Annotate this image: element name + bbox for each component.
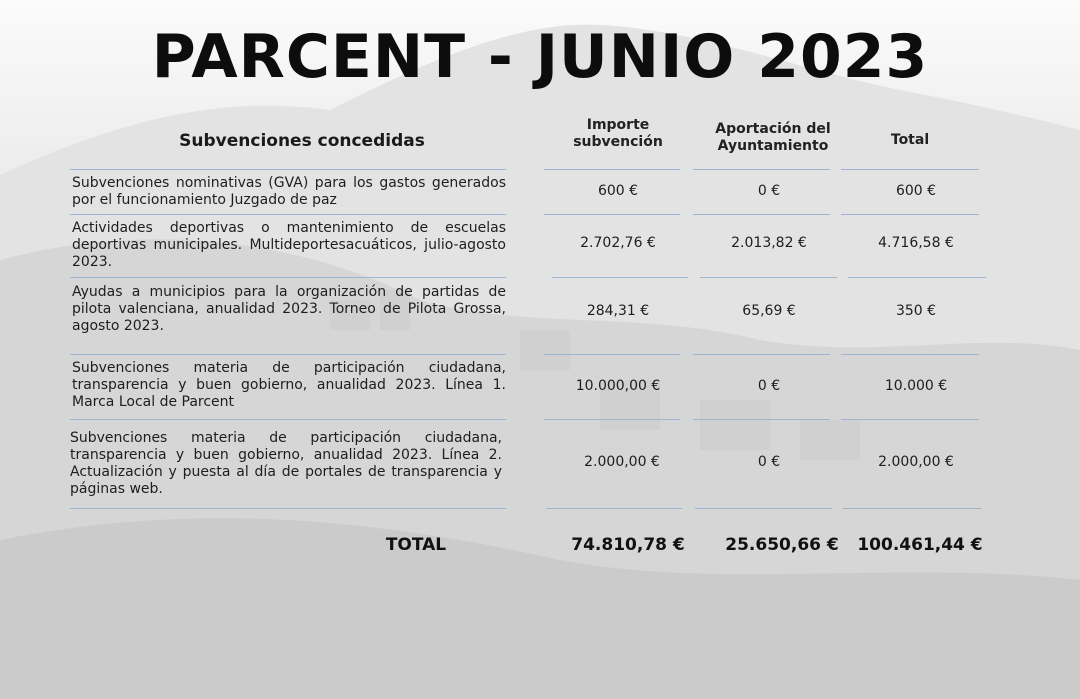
row-divider <box>693 214 830 215</box>
row-divider <box>700 277 837 278</box>
row-divider <box>693 354 830 355</box>
row-divider <box>552 277 688 278</box>
row-2-description: Actividades deportivas o mantenimiento de escuelas deportivas municipales. Multideportesacuáticos, julio-agosto 2023. <box>72 220 506 270</box>
header-total: Total <box>890 132 930 148</box>
row-divider <box>841 214 979 215</box>
row-divider <box>70 277 506 278</box>
row-2-importe: 2.702,76 € <box>580 235 656 251</box>
row-divider <box>695 508 832 509</box>
row-5-importe: 2.000,00 € <box>584 454 660 470</box>
header-importe <box>548 117 688 151</box>
row-3-total: 350 € <box>895 303 937 319</box>
row-1-description: Subvenciones nominativas (GVA) para los gastos generados por el funcionamiento Juzgado de paz <box>72 175 506 208</box>
row-3-aportacion: 65,69 € <box>742 303 796 319</box>
total-label: TOTAL <box>385 535 447 555</box>
page-title: PARCENT - JUNIO 2023 <box>151 22 929 92</box>
row-divider <box>841 169 979 170</box>
row-divider <box>544 169 680 170</box>
header-importe-line2: subvención <box>573 134 663 150</box>
row-2-total: 4.716,58 € <box>878 235 954 251</box>
row-5-total: 2.000,00 € <box>878 454 954 470</box>
total-importe: 74.810,78 € <box>571 535 685 555</box>
row-divider <box>848 277 986 278</box>
row-3-description: Ayudas a municipios para la organización de partidas de pilota valenciana, anualidad 2023. Torneo de Pilota Grossa, agosto 2023. <box>72 284 506 334</box>
row-divider <box>544 354 680 355</box>
header-importe-line1: Importe <box>586 117 650 133</box>
row-divider <box>70 169 506 170</box>
total-total: 100.461,44 € <box>857 535 983 555</box>
row-divider <box>70 214 506 215</box>
row-divider <box>693 419 830 420</box>
row-divider <box>70 508 506 509</box>
row-divider <box>70 419 506 420</box>
row-divider <box>544 214 680 215</box>
header-aportacion-line2: Ayuntamiento <box>717 138 829 154</box>
row-divider <box>544 419 680 420</box>
header-aportacion <box>700 121 846 155</box>
row-1-total: 600 € <box>895 183 937 199</box>
row-5-description: Subvenciones materia de participación ciudadana, transparencia y buen gobierno, anualidad 2023. Línea 2. Actualización y puesta al día de portales de transparencia y páginas web. <box>70 430 502 497</box>
row-3-importe: 284,31 € <box>586 303 650 319</box>
row-divider <box>843 508 981 509</box>
row-1-aportacion: 0 € <box>757 183 781 199</box>
header-concept: Subvenciones concedidas <box>179 131 425 151</box>
row-divider <box>70 354 506 355</box>
row-4-total: 10.000 € <box>884 378 948 394</box>
row-5-aportacion: 0 € <box>757 454 781 470</box>
header-aportacion-line1: Aportación del <box>715 121 831 137</box>
row-4-aportacion: 0 € <box>757 378 781 394</box>
row-2-aportacion: 2.013,82 € <box>731 235 807 251</box>
total-aportacion: 25.650,66 € <box>725 535 839 555</box>
row-divider <box>841 354 979 355</box>
row-divider <box>841 419 979 420</box>
row-divider <box>693 169 830 170</box>
row-1-importe: 600 € <box>597 183 639 199</box>
row-divider <box>546 508 682 509</box>
row-4-description: Subvenciones materia de participación ciudadana, transparencia y buen gobierno, anualidad 2023. Línea 1. Marca Local de Parcent <box>72 360 506 410</box>
row-4-importe: 10.000,00 € <box>575 378 661 394</box>
